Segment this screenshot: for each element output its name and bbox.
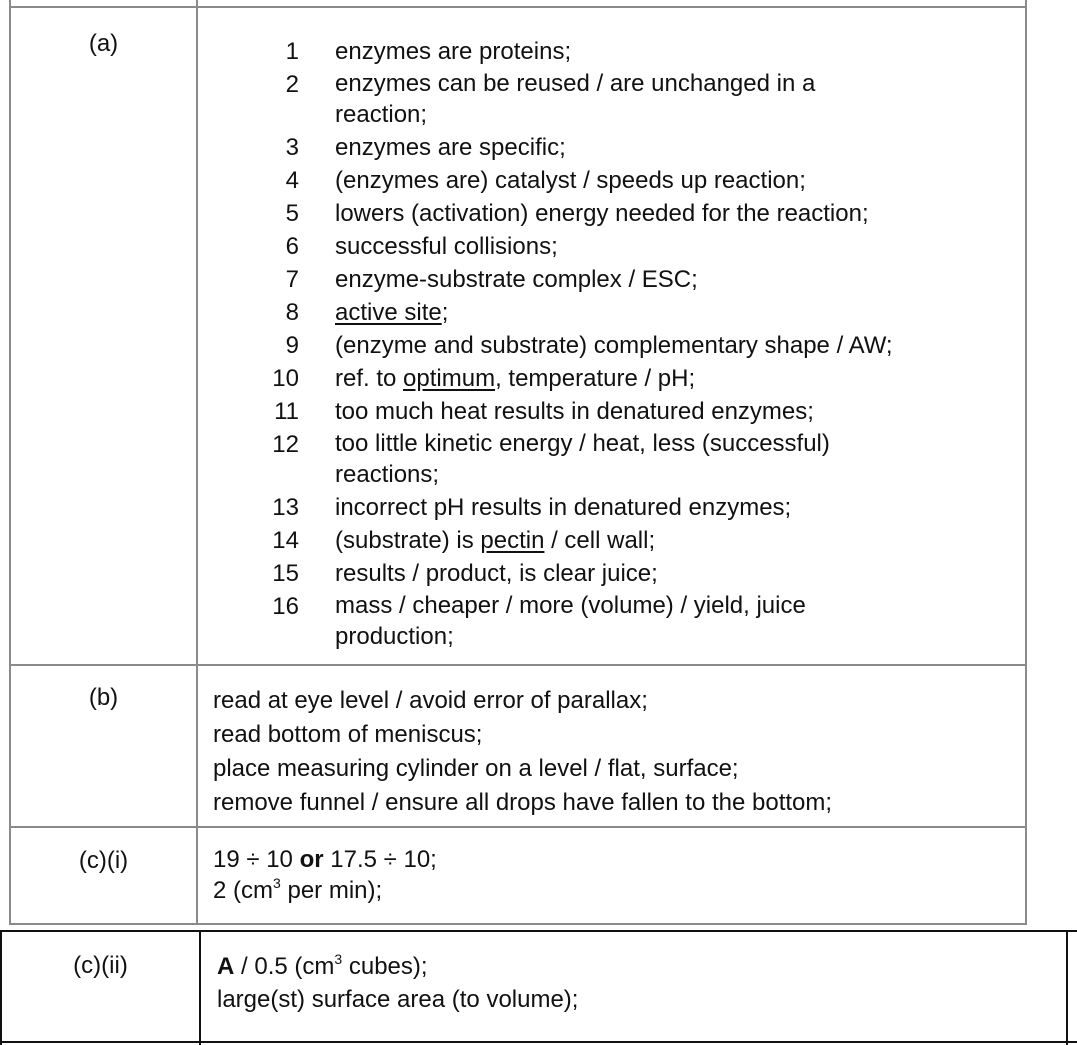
mark-point-text bbox=[335, 395, 814, 428]
mark-point bbox=[258, 131, 893, 164]
mark-point-text-part: mass / cheaper / more (volume) / yield, juice bbox=[335, 592, 806, 619]
superscript: 3 bbox=[273, 875, 281, 891]
answer-cell bbox=[198, 828, 1025, 923]
mark-point-number: 11 bbox=[274, 398, 299, 425]
mark-point-number: 16 bbox=[272, 593, 299, 620]
mark-point-number: 1 bbox=[285, 38, 299, 65]
mark-point-text-part: enzyme-substrate complex / ESC; bbox=[335, 266, 698, 293]
mark-point-text-part: results / product, is clear juice; bbox=[335, 560, 658, 587]
mark-point-text bbox=[335, 491, 791, 524]
mark-point-text bbox=[335, 197, 869, 230]
answer-line: read bottom of meniscus; bbox=[213, 721, 483, 748]
mark-point-text-part: / cell wall; bbox=[544, 527, 656, 554]
calc-text: 19 ÷ 10 bbox=[213, 846, 300, 873]
mark-point-text bbox=[335, 329, 893, 362]
mark-point-number: 6 bbox=[285, 233, 299, 260]
mark-point-text bbox=[335, 524, 655, 557]
mark-point bbox=[258, 197, 893, 230]
answer-line bbox=[213, 875, 437, 906]
mark-point-number: 2 bbox=[285, 71, 299, 98]
mark-point-text-part: ref. to bbox=[335, 365, 404, 392]
mark-point-number: 14 bbox=[272, 527, 299, 554]
answer-cell bbox=[198, 666, 1025, 826]
mark-point-text-part: (enzymes are) catalyst / speeds up reaction; bbox=[335, 167, 806, 194]
mark-point-text-part: lowers (activation) energy needed for the reaction; bbox=[335, 200, 869, 227]
mark-point-text-part: enzymes are specific; bbox=[335, 134, 566, 161]
mark-point bbox=[258, 524, 893, 557]
answer-line: place measuring cylinder on a level / flat, surface; bbox=[213, 755, 739, 782]
mark-point-number: 5 bbox=[285, 200, 299, 227]
row-label-c-ii: (c)(ii) bbox=[73, 952, 128, 979]
mark-point-text bbox=[335, 230, 558, 263]
mark-point-text-part: , temperature / pH; bbox=[495, 365, 696, 392]
mark-point-text bbox=[335, 557, 658, 590]
row-label-a: (a) bbox=[88, 30, 119, 57]
mark-point-text-part: (enzyme and substrate) complementary shape / AW; bbox=[335, 332, 893, 359]
mark-point-text bbox=[335, 263, 698, 296]
mark-point-number: 10 bbox=[272, 365, 299, 392]
answer-line: remove funnel / ensure all drops have fallen to the bottom; bbox=[213, 789, 833, 816]
mark-point bbox=[258, 557, 893, 590]
table-row-a bbox=[9, 8, 1027, 666]
mark-point-text bbox=[335, 35, 571, 68]
mark-point-text bbox=[335, 296, 448, 329]
mark-point-continuation: production; bbox=[335, 623, 454, 650]
mark-point bbox=[258, 362, 893, 395]
row-left-border bbox=[0, 930, 2, 1045]
mark-point-text-part: enzymes are proteins; bbox=[335, 38, 572, 65]
mark-point-text-part: enzymes can be reused / are unchanged in a bbox=[335, 70, 816, 97]
mark-point-number: 7 bbox=[285, 266, 299, 293]
mark-point bbox=[258, 68, 893, 131]
mark-point-number: 4 bbox=[285, 167, 299, 194]
mark-point-text-part: (substrate) is bbox=[335, 527, 481, 554]
mark-point-number: 12 bbox=[272, 431, 299, 458]
row-divider bbox=[199, 930, 201, 1045]
mark-point-number: 3 bbox=[285, 134, 299, 161]
underlined-key-term: optimum bbox=[403, 365, 496, 392]
mark-point-text bbox=[335, 428, 830, 490]
answer-lines-b bbox=[213, 684, 832, 820]
mark-point-text-part: too much heat results in denatured enzymes; bbox=[335, 398, 814, 425]
mark-point-continuation: reaction; bbox=[335, 101, 428, 128]
mark-points-cell bbox=[198, 8, 1025, 664]
row-bottom-border bbox=[0, 1041, 1077, 1043]
mark-point bbox=[258, 263, 893, 296]
table-top-edge bbox=[9, 0, 1027, 8]
answer-line: read at eye level / avoid error of parallax; bbox=[213, 687, 648, 714]
answer-line bbox=[217, 950, 578, 983]
mark-point-continuation: reactions; bbox=[335, 461, 440, 488]
mark-point-text-part: incorrect pH results in denatured enzymes; bbox=[335, 494, 792, 521]
answer-line: large(st) surface area (to volume); bbox=[217, 986, 579, 1013]
mark-point bbox=[258, 590, 893, 653]
table-row-c-ii bbox=[0, 930, 1077, 1045]
mark-point bbox=[258, 164, 893, 197]
mark-point bbox=[258, 296, 893, 329]
mark-point bbox=[258, 491, 893, 524]
mark-point-text-part: successful collisions; bbox=[335, 233, 558, 260]
row-label-cell bbox=[11, 8, 198, 664]
mark-point-text bbox=[335, 590, 806, 652]
mark-point-text bbox=[335, 131, 566, 164]
row-label-c-i: (c)(i) bbox=[78, 847, 129, 874]
answer-text: / 0.5 (cm bbox=[234, 953, 335, 980]
or-word: or bbox=[299, 846, 324, 873]
row-label-cell bbox=[11, 828, 198, 923]
mark-point-text bbox=[335, 362, 695, 395]
answer-text: cubes); bbox=[342, 953, 428, 980]
table-row-c-i bbox=[9, 828, 1027, 925]
table-row-b bbox=[9, 666, 1027, 828]
answer-lines-c-ii bbox=[217, 950, 578, 1016]
mark-point bbox=[258, 230, 893, 263]
answer-letter: A bbox=[217, 953, 235, 980]
mark-point-text bbox=[335, 68, 815, 130]
mark-point-number: 9 bbox=[285, 332, 299, 359]
row-label-cell bbox=[11, 666, 198, 826]
underlined-key-term: active site bbox=[335, 299, 442, 326]
mark-point-number: 15 bbox=[272, 560, 299, 587]
superscript: 3 bbox=[334, 951, 343, 967]
answer-line bbox=[213, 844, 437, 875]
mark-point bbox=[258, 395, 893, 428]
answer-lines-c-i bbox=[213, 844, 437, 906]
calc-text: 17.5 ÷ 10; bbox=[323, 846, 437, 873]
mark-point bbox=[258, 428, 893, 491]
row-top-border bbox=[0, 930, 1077, 932]
row-label-b: (b) bbox=[88, 684, 119, 711]
mark-point-text-part: too little kinetic energy / heat, less (successful) bbox=[335, 430, 830, 457]
mark-point bbox=[258, 329, 893, 362]
underlined-key-term: pectin bbox=[480, 527, 545, 554]
mark-point-number: 13 bbox=[272, 494, 299, 521]
mark-point-text-part: ; bbox=[441, 299, 449, 326]
row-right-border bbox=[1066, 930, 1068, 1045]
mark-points-list bbox=[258, 35, 893, 653]
mark-point-number: 8 bbox=[285, 299, 299, 326]
mark-point-text bbox=[335, 164, 806, 197]
answer-text: 2 (cm bbox=[213, 877, 273, 904]
answer-text: per min); bbox=[280, 877, 383, 904]
mark-point bbox=[258, 35, 893, 68]
